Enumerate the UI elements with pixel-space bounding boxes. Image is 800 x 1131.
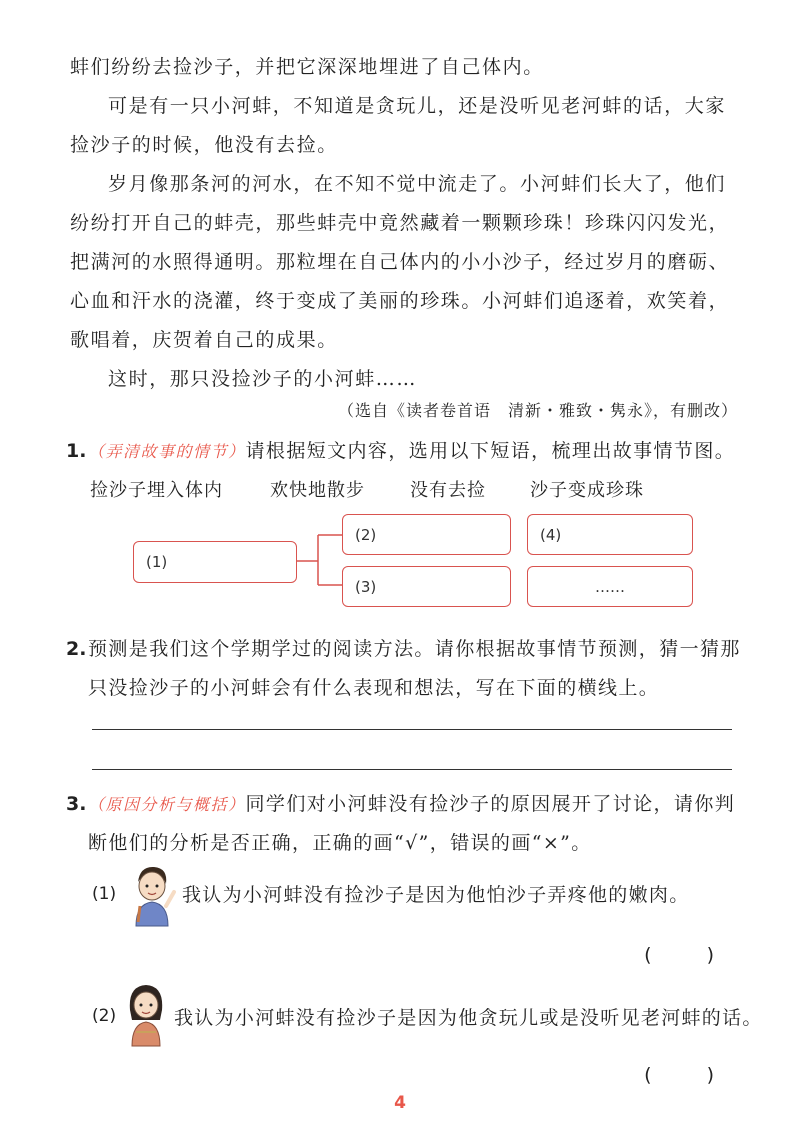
boy-avatar-icon: [128, 862, 176, 928]
question-3-tag: （原因分析与概括）: [88, 795, 246, 814]
answer-line-1[interactable]: [92, 729, 732, 730]
girl-avatar-icon: [124, 980, 168, 1048]
question-2-text: 预测是我们这个学期学过的阅读方法。请你根据故事情节预测，猜一猜那只没捡沙子的小河蚌会有什么表现和想法，写在下面的横线上。: [88, 638, 741, 699]
question-3-number: 3.: [66, 793, 87, 815]
item-1-label: (1): [92, 884, 117, 904]
answer-line-2[interactable]: [92, 769, 732, 770]
plot-box-5[interactable]: ……: [527, 566, 693, 607]
question-2-number: 2.: [66, 638, 87, 660]
phrase-option: 没有去捡: [410, 480, 486, 501]
passage-paragraph-3: 这时，那只没捡沙子的小河蚌……: [108, 368, 418, 390]
passage-paragraph-1: 可是有一只小河蚌，不知道是贪玩儿，还是没听见老河蚌的话，大家捡沙子的时候，他没有去捡。: [70, 95, 727, 156]
item-2-text: 我认为小河蚌没有捡沙子是因为他贪玩儿或是没听见老河蚌的话。: [174, 1007, 763, 1029]
passage-source: （选自《读者卷首语 清新・雅致・隽永》，有删改）: [337, 401, 738, 420]
plot-box-3[interactable]: (3): [342, 566, 511, 607]
question-3-prompt: [88, 785, 743, 863]
page-number: 4: [394, 1093, 406, 1113]
question-1-tag: （弄清故事的情节）: [88, 442, 246, 461]
question-3-text: 同学们对小河蚌没有捡沙子的原因展开了讨论，请你判断他们的分析是否正确，正确的画“√”，错误的画“×”。: [88, 793, 736, 854]
passage-paragraph-2: 岁月像那条河的河水，在不知不觉中流走了。小河蚌们长大了，他们纷纷打开自己的蚌壳，那些蚌壳中竟然藏着一颗颗珍珠！珍珠闪闪发光，把满河的水照得通明。那粒埋在自己体内的小小沙子，经过岁月的磨砺、心血和汗水的浇灌，终于变成了美丽的珍珠。小河蚌们追逐着，欢笑着，歌唱着，庆贺着自己的成果。: [70, 173, 730, 351]
phrase-option: 欢快地散步: [270, 480, 365, 501]
item-1-text: 我认为小河蚌没有捡沙子是因为他怕沙子弄疼他的嫩肉。: [182, 884, 690, 906]
item-2-label: (2): [92, 1006, 117, 1026]
item-2-answer-parentheses[interactable]: ( ): [644, 1064, 732, 1086]
plot-box-4[interactable]: (4): [527, 514, 693, 555]
phrase-option: 捡沙子埋入体内: [90, 480, 223, 501]
phrase-option: 沙子变成珍珠: [530, 480, 644, 501]
item-1-answer-parentheses[interactable]: ( ): [644, 944, 732, 966]
question-1-text: 请根据短文内容，选用以下短语，梳理出故事情节图。: [245, 440, 736, 462]
plot-box-2[interactable]: (2): [342, 514, 511, 555]
question-1-number: 1.: [66, 440, 87, 462]
passage-line-0: 蚌们纷纷去捡沙子，并把它深深地埋进了自己体内。: [70, 56, 544, 78]
plot-box-1[interactable]: (1): [133, 541, 297, 583]
